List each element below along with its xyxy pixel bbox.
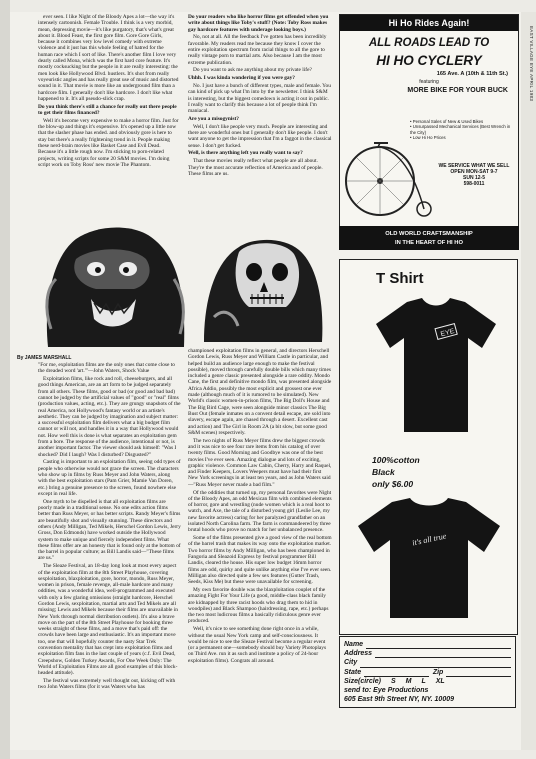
ad-tshirt [339, 259, 518, 635]
order-form [339, 636, 516, 708]
article-paragraph: The two nights of Russ Meyer films drew the biggest crowds and it was nice to see four rare items from his catalog of over twenty films. Good Morning and Goodbye was one of the best movies I've ever seen. Amazing dialogue and lots of exciting, graphic violence. Common Law Cabin, Cherry, Harry and Raquel, and Finder Keepers, Lovers Weepers must have had their first New York screenings in at least ten years, and as John Waters said—"Russ Meyer never made a bad film." [188, 437, 332, 488]
article-column-2-body [188, 348, 332, 744]
article-paragraph: championed exploitation films in general, and directors Herschell Gordon Lewis, Russ Meyer and William Castle in particular, and helped build an audience large enough to make the festival possible), moved through carefully double bills which many times included a genre classic presented alongside a rare oddity. Mondo Cane, the first and definitive mondo film, was presented alongside Africa Addio, possibly the most explicit and grossest one ever made (although much of it is rumored to be simulated). New World's classic women-in-prison films, The Big Doll's House and The Big Bird Cage, were seen alongside minor classics The Big Bust Out (female inmates on a convent detail escape, are sold into slavery, escape again, are chased through a desert. Excellent cast and action) and The Girl in Room 2A (a bit slow, but some good S&M scenes) respectively. [188, 348, 332, 436]
interview-question: Do your readers who like horror films get offended when you write about things like Toby's stuff? (Note: Toby Ross makes gay hardcore features with underage looking boys.) [188, 14, 329, 33]
article-paragraph: One myth to be dispelled is that all exploitation films are poorly made in a traditional sense. No one edits action films better than Russ Meyer, or has better scripts. Randy Meyer's films are beautifully shot and visually stunning. These directors and others (Andy Milligan, Ted Mikels, Herschel Gordon Lewis, Jerry Gross, Don Edmonds) have worked outside the Hollywood system to make unique and fiercely independent films. What these films offer are an honesty that is found only at the bottom of the barrel in popular culture; as Bill Landis said—"These films are us." [38, 498, 181, 562]
ad-address: 165 Ave. A (10th & 11th St.) [436, 70, 508, 77]
article-paragraph: No, not at all. All the feedback I've gotten has been incredibly favorable. My readers read me because they know I cover the entire exploitation spectrum from racial things to all the gore to really vintage porn to martial arts. Also because I am the most extreme publication. [188, 34, 327, 66]
ad-phone: 598-0011 [463, 181, 485, 187]
article-paragraph: The Sleaze Festival, an 18-day long look at most every aspect of the exploitation film at the 8th Street Playhouse, covering sexploitation, blaxploitation, gore, horror, mondo, Russ Meyer, women in prison, female revenge, all-male hardcore and many oddities, was a wonderful idea, well-programmed and executed with only a few glaring omissions (straight hardcore, Herschel Gordon Lewis, sexploitation, martial arts and Ted Mikels are all missing; Lewis and Mikels because their films are unavailable in New York through normal distribution outlets). It's also a brave move on the part of the 8th Street Playhouse for booking three weeks straight of these films, and a move that's paid off: the crowds have been large and enthusiastic. It's an important move too, one that will hopefully counter the nasty Star Trek convention mentality that has crept into exploitation films and exploitation film fans in the last couple of years (c.f. Evil Dead, Creepshow, Golden Turkey Awards, For One Week Only: The World of Exploitation Films are all good examples of this block-headed attitude). [38, 563, 178, 677]
article-column-1-body [38, 362, 181, 744]
article-column-2-top [188, 14, 332, 232]
ad-service-line: WE SERVICE WHAT WE SELL [438, 163, 510, 169]
interview-question: Do you think there's still a chance for really out there people to get their films financed? [38, 103, 177, 116]
shirt-logo-text: EYE [439, 327, 456, 339]
article-paragraph: "For me, exploitation films are the only ones that come close to the dreaded word 'art.'"—John Waters, Shock Value [38, 362, 175, 375]
size-option[interactable]: L [421, 677, 426, 685]
ad-hours-sunday: SUN 12-5 [463, 175, 485, 181]
form-row-address: Address [344, 649, 511, 658]
state-field[interactable] [364, 669, 429, 677]
form-row-name: Name [344, 640, 511, 649]
article-paragraph: Of the oddities that turned up, my personal favorites were Night of the Bloody Apes, an odd Mexican film with combined elements of horror, gore and wrestling (nude women which is a real hoot to watch, and Axe, the tale of a disturbed young girl (Leslie Lee, my new favorite actress) caring for her paralyzed grandfather on an isolated North Carolina farm. The farm is commandeered by three brutal hoods who prove no match for her unbalanced presence. [188, 489, 332, 534]
size-option[interactable]: XL [435, 677, 445, 685]
name-field[interactable] [366, 641, 511, 649]
city-field[interactable] [360, 660, 511, 668]
masthead: EAST VILLAGE EYE APRIL 1983 [529, 26, 534, 102]
article-paragraph: ever seen. I like Night of the Bloody Apes a lot—the way it's intensely cartoonish. Female Trouble. I think is a very morbid, mean, depressing movie—it's like purgatory, that's what's great about it. Blood Feast, the first gore film. Gore Gore Girls, because it combines very low level comedy with extreme violence and it just has this whole feeling of hatred for the human race which I sort of like. There's another film I love very dearly called Mona, which was the first hard core feature. It's mostly cocksucking but the people in it are really interesting: the men look like Hollywood Blvd. hustlers. It's shot from really voyeuristic angles and has really great use of music and distorted sound in it. That movie is more like an underground film than a hardcore film. I generally don't like hardcore. I don't like what happened to it. It's all pseudo-slick crap. [38, 14, 179, 102]
ad-header: Hi Ho Rides Again! [340, 15, 518, 31]
article-paragraph: Do you want to ask me anything about my private life? [193, 67, 312, 74]
form-row-state: State Zip [344, 668, 511, 677]
size-option[interactable]: S [390, 677, 396, 685]
interview-question: Are you a misogynist? [188, 115, 239, 122]
tshirt-color: Black [372, 467, 395, 477]
tshirt-material: 100%cotton [372, 455, 420, 465]
article-paragraph: My own favorite double was the blaxploitation couplet of the amazing Fight For Your Life (a good, middle-class black family are kidnapped by three racist hoods who drag them to hid in woodpiles) and Black Shampoo (hairdressing, rape, etc.) perhaps the two most ludicrous films a basically ridiculous genre ever produced. [188, 586, 329, 625]
byline: By JAMES MARSHALL [17, 355, 72, 361]
band-line: IN THE HEART OF HI HO [395, 239, 463, 246]
penny-farthing-bike-icon [344, 133, 434, 221]
tshirt-price: only $6.00 [372, 479, 414, 489]
article-paragraph: That these movies really reflect what people are all about. They're the most accurate reflection of America and of people. These films are us. [188, 158, 323, 177]
article-paragraph: No. I just have a bunch of different types, male and female. You can kind of pick up what I'm into by the newsletter. I think S&M is interesting, but the biggest comedown is acting it out in public. I really want to clarify this because a lot of people think I'm maniacal. [188, 82, 331, 115]
ad-featuring: featuring [419, 78, 439, 85]
ad-more-bike: MORE BIKE FOR YOUR BUCK [407, 86, 508, 94]
ad-brand: HI HO CYCLERY [376, 52, 482, 68]
article-paragraph: Well, it's nice to see something done right once in a while, without the usual New York camp and self-consciousness. It would be nice to see the Sleaze Festival become a regular event (or a permanent one—somebody should buy Variety Photoplays on Third Ave. run it as such and institute a policy of 24-hour exploitation films). Congrats all around. [188, 626, 327, 664]
shirt-back-text: it's all true [411, 531, 448, 548]
ad-hours: OPEN MON-SAT 9-7 [450, 169, 498, 175]
form-row-city: City [344, 658, 511, 667]
ad-lead: ALL ROADS LEAD TO [368, 37, 490, 49]
ad-service-block [434, 163, 514, 187]
article-paragraph: Exploitation films, like rock and roll, cheeseburgers, and all good things American, are an art form to be judged separately from all others. These films, good or bad (or good and bad bad) cannot be judged by the artificial values of "good" or "real" films (production values, acting, etc.). They are grungy snapshots of the real America, not Hollywood's fantasy world or an artiste's aesthetic. They can be judged by imagination and subject matter: a successful exploitation film delivers what a big budget film cannot or will not, and handles it in a way that Hollywood would not. How well this is done is what separates an exploitation gem from a bore. The response of the audience, intentional or not, is another important factor. The viewer should ask himself: "Was I shocked? Did I laugh? Was I disturbed? Disgusted?" [38, 376, 181, 458]
ad-bullet: • Personal Sales of New & Used Bikes [410, 119, 484, 124]
tshirt-title: T Shirt [376, 270, 424, 287]
size-option[interactable]: M [405, 677, 412, 685]
ad-bullet: • Unsurpassed Mechanical Services (Best Wrench in the City) [410, 124, 511, 135]
zip-field[interactable] [446, 669, 511, 677]
interview-question: Uhhh. I was kinda wondering if you were gay? [188, 75, 295, 82]
interview-question: Well, is there anything left you really want to say? [188, 150, 303, 157]
tshirt-price-block [372, 454, 420, 490]
form-row-size: Size(circle) S M L XL [344, 677, 445, 685]
send-address: 605 East 9th Street NY, NY. 10009 [344, 696, 454, 704]
photo-ape-creature [36, 219, 191, 347]
article-paragraph: Well, I don't like people very much. People are interesting and there are wonderful ones but I generally don't like people. I don't want anyone to get the impression that I'm a faggot in the classical sense. I don't get fucked. [188, 123, 332, 149]
ad-craftsmanship-band [339, 226, 519, 250]
article-paragraph: Casting is important to an exploitation film, seeing odd types of people who otherwise would not grace the screen. The characters who show up in films by Russ Meyer and John Waters, along with the best exploitation stars (Pam Grier, Mamie Van Doren, etc.) bring a genuine presence to the screen, found nowhere else except in real life. [38, 459, 181, 497]
ad-bullet: • Low Hi Ho Prices [410, 135, 446, 141]
photo-skull-figure [194, 222, 332, 342]
send-to: send to: Eye Productions [344, 687, 429, 695]
ad-hi-ho-cyclery [339, 14, 519, 228]
article-paragraph: Well it's become very expensive to make a horror film. Just for the blow-up and things it's expensive. It's opened up a little now that the slasher phase has ended. and obviously gore is here to stay but there's a really frightening trend in it. People making these nerd-brain movies like Basket Case and Evil Dead. Because it's a little rough now. I'm sticking to porn-related projects, writing scripts for some 20 S&M movies. I'm doing script work on Toby Ross' new movie The Phantom. [38, 117, 179, 168]
address-field[interactable] [375, 650, 511, 658]
article-paragraph: The festival was extremely well thought out, kicking off with two John Waters films (for it was Waters who has [38, 678, 176, 691]
tshirt-front-image [372, 296, 500, 436]
article-column-1-top [38, 14, 179, 232]
band-line: OLD WORLD CRAFTSMANSHIP [385, 231, 473, 237]
page-margin [521, 12, 536, 750]
tshirt-back-image [354, 496, 504, 622]
page-edge [0, 0, 10, 759]
article-paragraph: Some of the films presented give a good view of the real bottom of the barrel trash that makes its way onto the exploitation market. Two horror films by Andy Milligan, who has been championed in Fangoria and Sleazoid Express by festival programmer Bill Landis, cleared the house. His super low budget 16mm horror films are odd, quirky and quite unlike anything else I've ever seen. Milligan also directed quite a few sex features (Gutter Trash, Seeds, Kiss Me) but these were unavailable for screening. [188, 535, 332, 586]
